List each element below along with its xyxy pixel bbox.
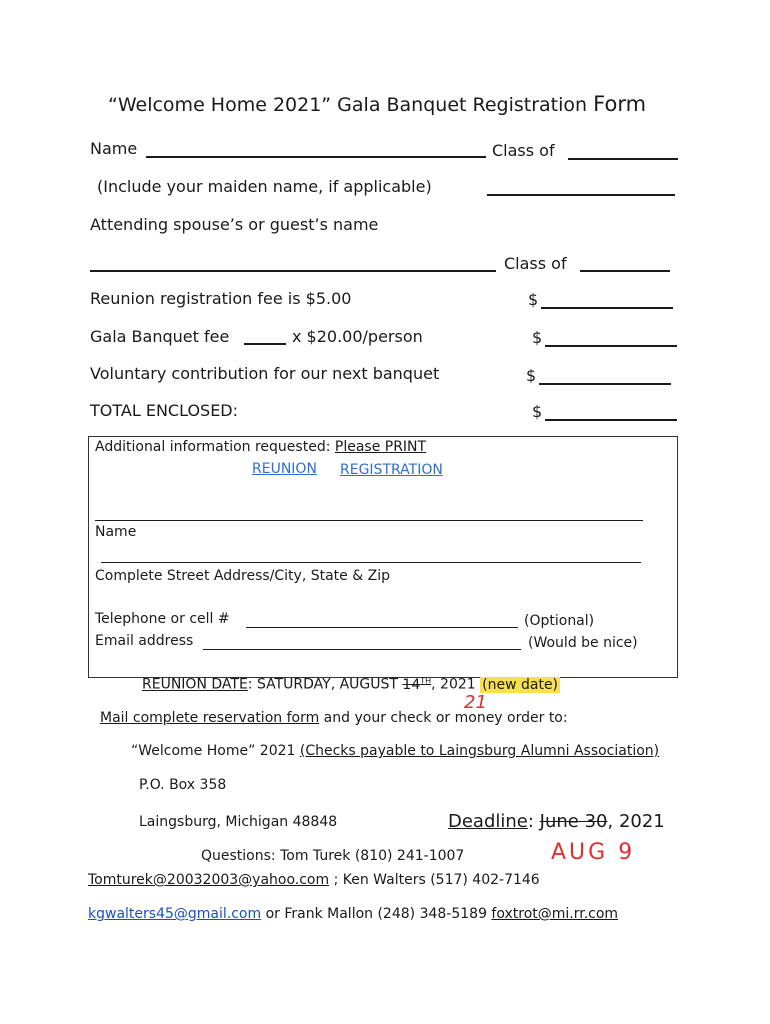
voluntary-label: Voluntary contribution for our next banquet <box>90 364 440 383</box>
form-title <box>108 92 646 116</box>
name-label: Name <box>90 139 138 158</box>
please-print: Please PRINT <box>334 439 427 455</box>
payee-name: “Welcome Home” 2021 <box>131 743 296 759</box>
email-field[interactable] <box>203 649 521 650</box>
voluntary-field[interactable] <box>539 383 671 385</box>
class-of-label: Class of <box>492 141 555 160</box>
info-name-field[interactable] <box>95 520 643 521</box>
spouse-label: Attending spouse’s or guest’s name <box>90 215 379 234</box>
form-title-main: “Welcome Home 2021” Gala Banquet Registration <box>108 94 588 116</box>
gala-fee-field[interactable] <box>545 345 677 347</box>
class-of-label-2: Class of <box>504 254 567 273</box>
questions-line: Questions: Tom Turek (810) 241-1007 <box>201 848 465 864</box>
old-deadline: June 30 <box>539 811 608 832</box>
dollar-sign: $ <box>526 366 537 385</box>
form-title-end: Form <box>593 92 647 116</box>
gala-fee-suffix: x $20.00/person <box>292 327 423 346</box>
deadline-line: Deadline: June 30, 2021 <box>448 811 665 832</box>
ken-email-link[interactable]: kgwalters45@gmail.com <box>88 906 262 922</box>
total-label: TOTAL ENCLOSED: <box>90 401 239 420</box>
reunion-fee-label: Reunion registration fee is $5.00 <box>90 289 352 308</box>
ken-contact: ; Ken Walters (517) 402-7146 <box>329 872 540 888</box>
phone-field[interactable] <box>246 627 518 628</box>
dollar-sign: $ <box>532 402 543 421</box>
dollar-sign: $ <box>528 290 539 309</box>
info-heading-text: Additional information requested: <box>95 439 331 455</box>
address-label: Complete Street Address/City, State & Zip <box>95 568 390 584</box>
frank-contact: or Frank Mallon (248) 348-5189 <box>261 906 492 922</box>
handwritten-new-deadline: AUG 9 <box>551 840 636 865</box>
reunion-word: REUNION <box>252 461 317 477</box>
po-box: P.O. Box 358 <box>139 777 227 793</box>
gala-fee-prefix: Gala Banquet fee <box>90 327 230 346</box>
reunion-year: , 2021 <box>431 676 476 693</box>
info-name-label: Name <box>95 524 137 540</box>
email-label: Email address <box>95 633 194 649</box>
contact-line-2 <box>88 906 618 922</box>
maiden-name-note: (Include your maiden name, if applicable) <box>97 177 432 196</box>
info-heading <box>95 439 426 455</box>
reunion-date-line <box>142 676 560 693</box>
address-field[interactable] <box>101 562 641 563</box>
reunion-date-text: : SATURDAY, AUGUST <box>247 676 398 693</box>
maiden-name-field[interactable] <box>487 194 675 196</box>
spouse-class-of-field[interactable] <box>580 270 670 272</box>
spouse-name-field[interactable] <box>90 270 496 272</box>
phone-note: (Optional) <box>524 613 595 629</box>
mail-label: Mail complete reservation form <box>100 710 320 726</box>
phone-label: Telephone or cell # <box>95 611 230 627</box>
payee-line <box>131 743 659 759</box>
mail-text: and your check or money order to: <box>319 710 568 726</box>
email-note: (Would be nice) <box>528 635 638 651</box>
name-field[interactable] <box>146 156 486 158</box>
new-date-note: (new date) <box>482 676 559 693</box>
deadline-label: Deadline <box>448 811 528 832</box>
class-of-field[interactable] <box>568 158 678 160</box>
tom-email-link[interactable]: Tomturek@20032003@yahoo.com <box>88 872 330 888</box>
gala-count-field[interactable] <box>244 343 286 345</box>
deadline-year: , 2021 <box>607 811 665 832</box>
mail-instructions <box>100 710 568 726</box>
old-day: 14TH <box>402 676 432 693</box>
reunion-fee-field[interactable] <box>541 307 673 309</box>
payee-note: (Checks payable to Laingsburg Alumni Association) <box>299 743 660 759</box>
gala-fee-label <box>90 327 229 346</box>
total-field[interactable] <box>545 419 677 421</box>
city-state-zip: Laingsburg, Michigan 48848 <box>139 814 338 830</box>
registration-word: REGISTRATION <box>340 462 443 478</box>
reunion-date-label: REUNION DATE <box>142 676 248 693</box>
frank-email-link[interactable]: foxtrot@mi.rr.com <box>491 906 619 922</box>
contact-line-1 <box>88 872 540 888</box>
dollar-sign: $ <box>532 328 543 347</box>
handwritten-new-day: 21 <box>464 692 487 713</box>
